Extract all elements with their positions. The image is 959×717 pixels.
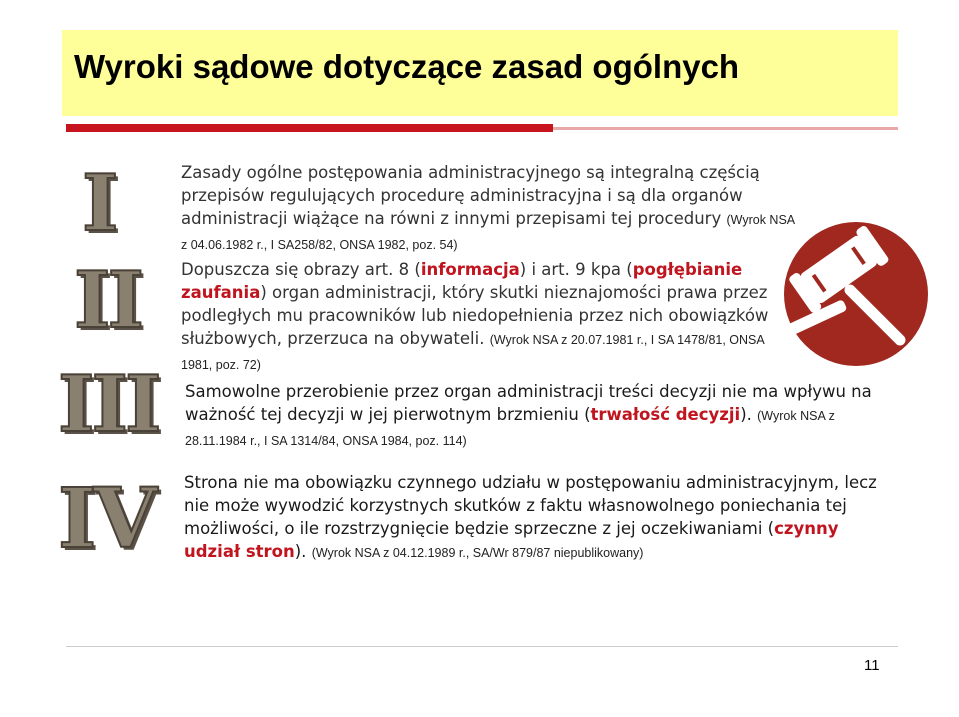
paragraph-4-text-a: Strona nie ma obowiązku czynnego udziału w postępowaniu administracyjnym, lecz nie może wywodzić korzystnych skutków z faktu własnowolnego poniechania tej możliwości, o ile rozstrzygnięcie będzie sprzeczne z jej oczekiwaniami ( <box>184 473 877 538</box>
paragraph-3 <box>185 380 885 453</box>
numeral-3: III <box>58 359 159 450</box>
paragraph-2 <box>181 258 771 377</box>
title-underline-thin <box>553 127 898 130</box>
highlight-poglebianie-zaufania: pogłębianie zaufania <box>181 260 743 302</box>
paragraph-3-text-b: ). <box>740 405 752 424</box>
numeral-1: I <box>82 158 116 249</box>
paragraph-4-ref: (Wyrok NSA z 04.12.1989 r., SA/Wr 879/87 niepublikowany) <box>311 546 644 560</box>
paragraph-2-text-b: ) i art. 9 kpa ( <box>519 260 633 279</box>
numeral-2: II <box>74 255 141 346</box>
highlight-informacja: informacja <box>420 260 520 279</box>
paragraph-3-ref: (Wyrok NSA z 28.11.1984 r., I SA 1314/84, ONSA 1984, poz. 114) <box>185 409 835 448</box>
page-title: Wyroki sądowe dotyczące zasad ogólnych <box>74 48 740 85</box>
paragraph-2-text-a: Dopuszcza się obrazy art. 8 ( <box>181 260 421 279</box>
paragraph-4 <box>184 471 884 565</box>
numeral-4: IV <box>58 471 154 567</box>
paragraph-2-ref: (Wyrok NSA z 20.07.1981 r., I SA 1478/81, ONSA 1981, poz. 72) <box>181 333 765 372</box>
title-underline <box>66 124 553 132</box>
paragraph-1-text: Zasady ogólne postępowania administracyjnego są integralną częścią przepisów regulujących procedurę administracyjna i są dla organów administracji wiążące na równi z innymi przepisami tej procedury <box>181 163 760 228</box>
paragraph-1-ref: (Wyrok NSA z 04.06.1982 r., I SA258/82, ONSA 1982, poz. 54) <box>181 213 795 252</box>
highlight-trwalosc-decyzji: trwałość decyzji <box>590 405 741 424</box>
paragraph-1 <box>181 161 801 257</box>
footer-divider <box>66 646 898 647</box>
paragraph-2-text-c: ) organ administracji, który skutki nieznajomości prawa przez podległych mu pracowników lub niedopełnienia przez nich obowiązków służbowych, przerzuca na obywateli. <box>181 283 769 348</box>
paragraph-4-text-b: ). <box>294 542 307 561</box>
page-number: 11 <box>864 657 880 674</box>
paragraph-3-text-a: Samowolne przerobienie przez organ administracji treści decyzji nie ma wpływu na ważność tej decyzji w jej pierwotnym brzmieniu ( <box>185 382 872 424</box>
highlight-czynny-udzial-stron: czynny udział stron <box>184 519 839 561</box>
